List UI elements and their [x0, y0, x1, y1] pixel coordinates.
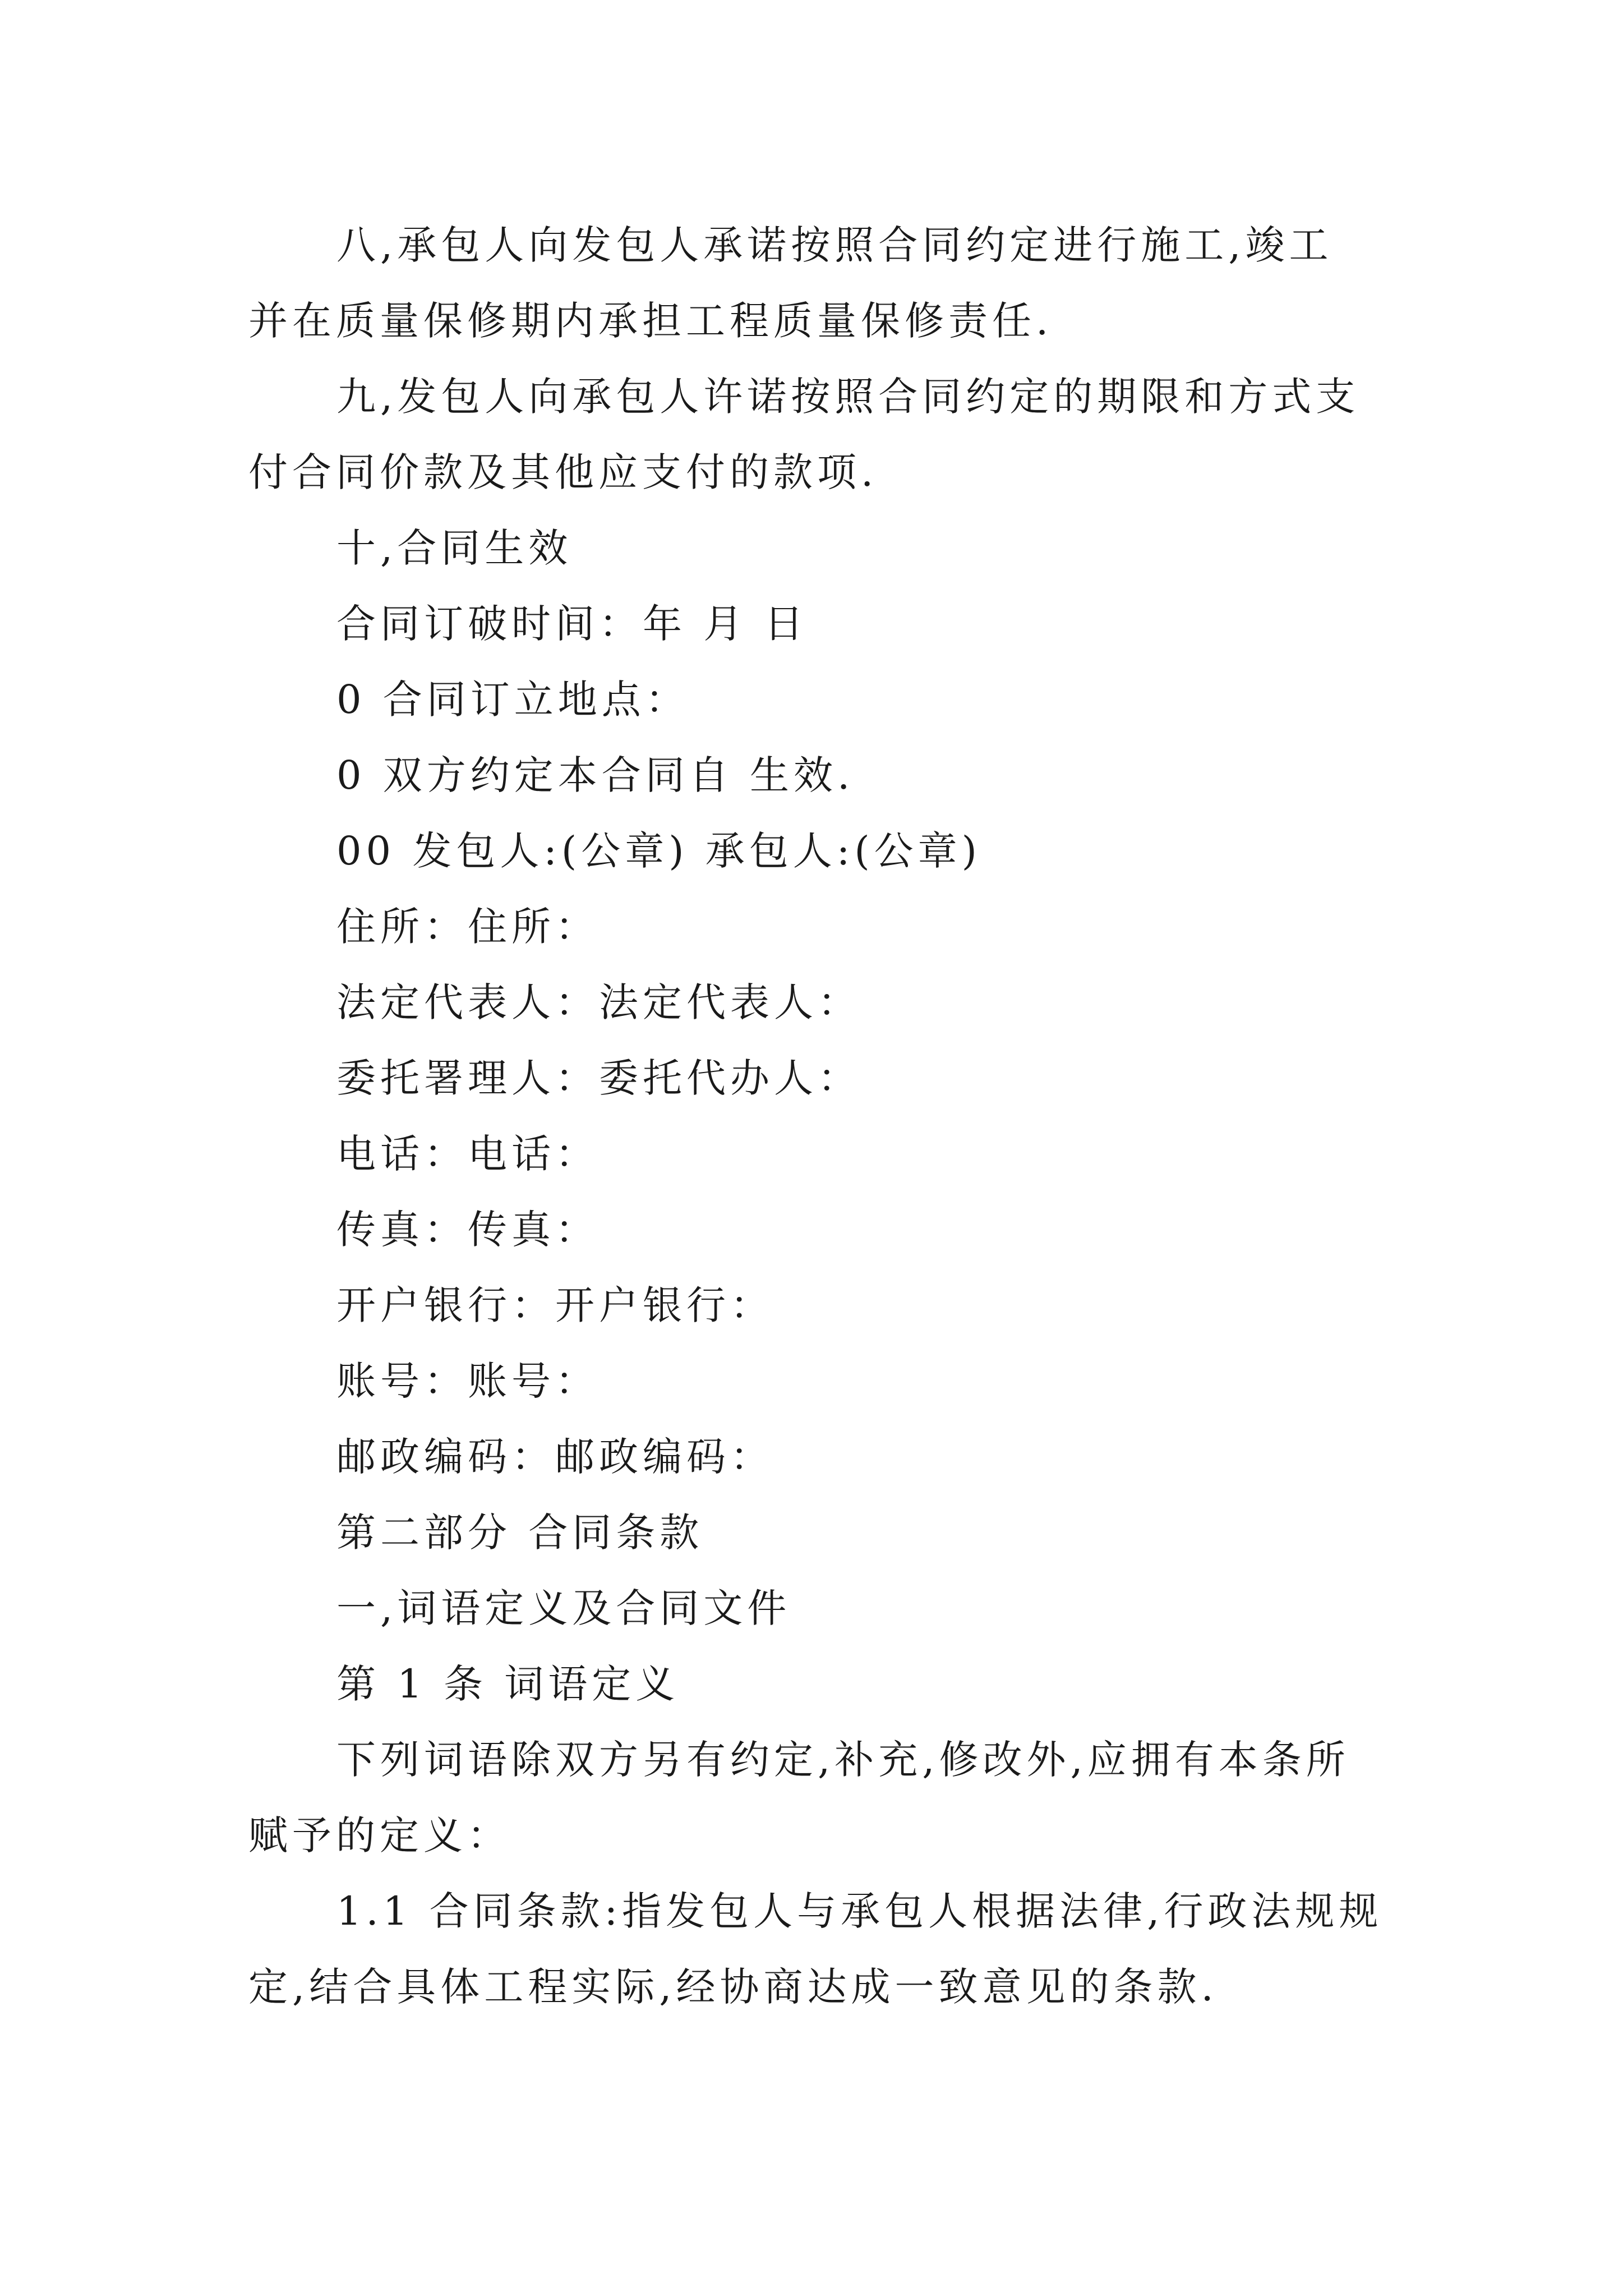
definition-1-1-line-2: 定,结合具体工程实际,经协商达成一致意见的条款.	[248, 1964, 1218, 2010]
party-legal-representative: 法定代表人：法定代表人：	[336, 979, 861, 1025]
contract-sign-time: 合同订破时间：年 月 日	[336, 601, 808, 647]
contract-sign-place: 0 合同订立地点：	[336, 677, 689, 723]
paragraph-eight-line-1: 八,承包人向发包人承诺按照合同约定进行施工,竣工	[336, 222, 1333, 268]
party-fax: 传真：传真：	[336, 1207, 599, 1253]
party-postcode: 邮政编码：邮政编码：	[336, 1434, 774, 1480]
party-account: 账号：账号：	[336, 1358, 599, 1404]
paragraph-nine-line-1: 九,发包人向承包人许诺按照合同约定的期限和方式支	[336, 374, 1360, 420]
party-bank: 开户银行：开户银行：	[336, 1282, 774, 1328]
paragraph-eight-line-2: 并在质量保修期内承担工程质量保修责任.	[248, 298, 1053, 344]
paragraph-ten-heading: 十,合同生效	[336, 525, 573, 571]
party-agent: 委托署理人：委托代办人：	[336, 1055, 861, 1101]
paragraph-nine-line-2: 付合同价款及其他应支付的款项.	[248, 449, 878, 495]
article-one-heading: 第 1 条 词语定义	[336, 1661, 680, 1707]
definitions-intro-line-2: 赋予的定义：	[248, 1812, 511, 1858]
part-two-heading: 第二部分 合同条款	[336, 1510, 704, 1556]
party-address: 住所：住所：	[336, 904, 599, 950]
definitions-intro-line-1: 下列词语除双方另有约定,补充,修改外,应拥有本条所	[336, 1737, 1350, 1783]
contract-effective: 0 双方约定本合同自 生效.	[336, 752, 855, 798]
definition-1-1-line-1: 1.1 合同条款:指发包人与承包人根据法律,行政法规规	[336, 1888, 1383, 1934]
party-phone: 电话：电话：	[336, 1131, 599, 1177]
section-one-heading: 一,词语定义及合同文件	[336, 1585, 791, 1631]
contract-parties: 00 发包人:(公章) 承包人:(公章)	[336, 828, 981, 874]
